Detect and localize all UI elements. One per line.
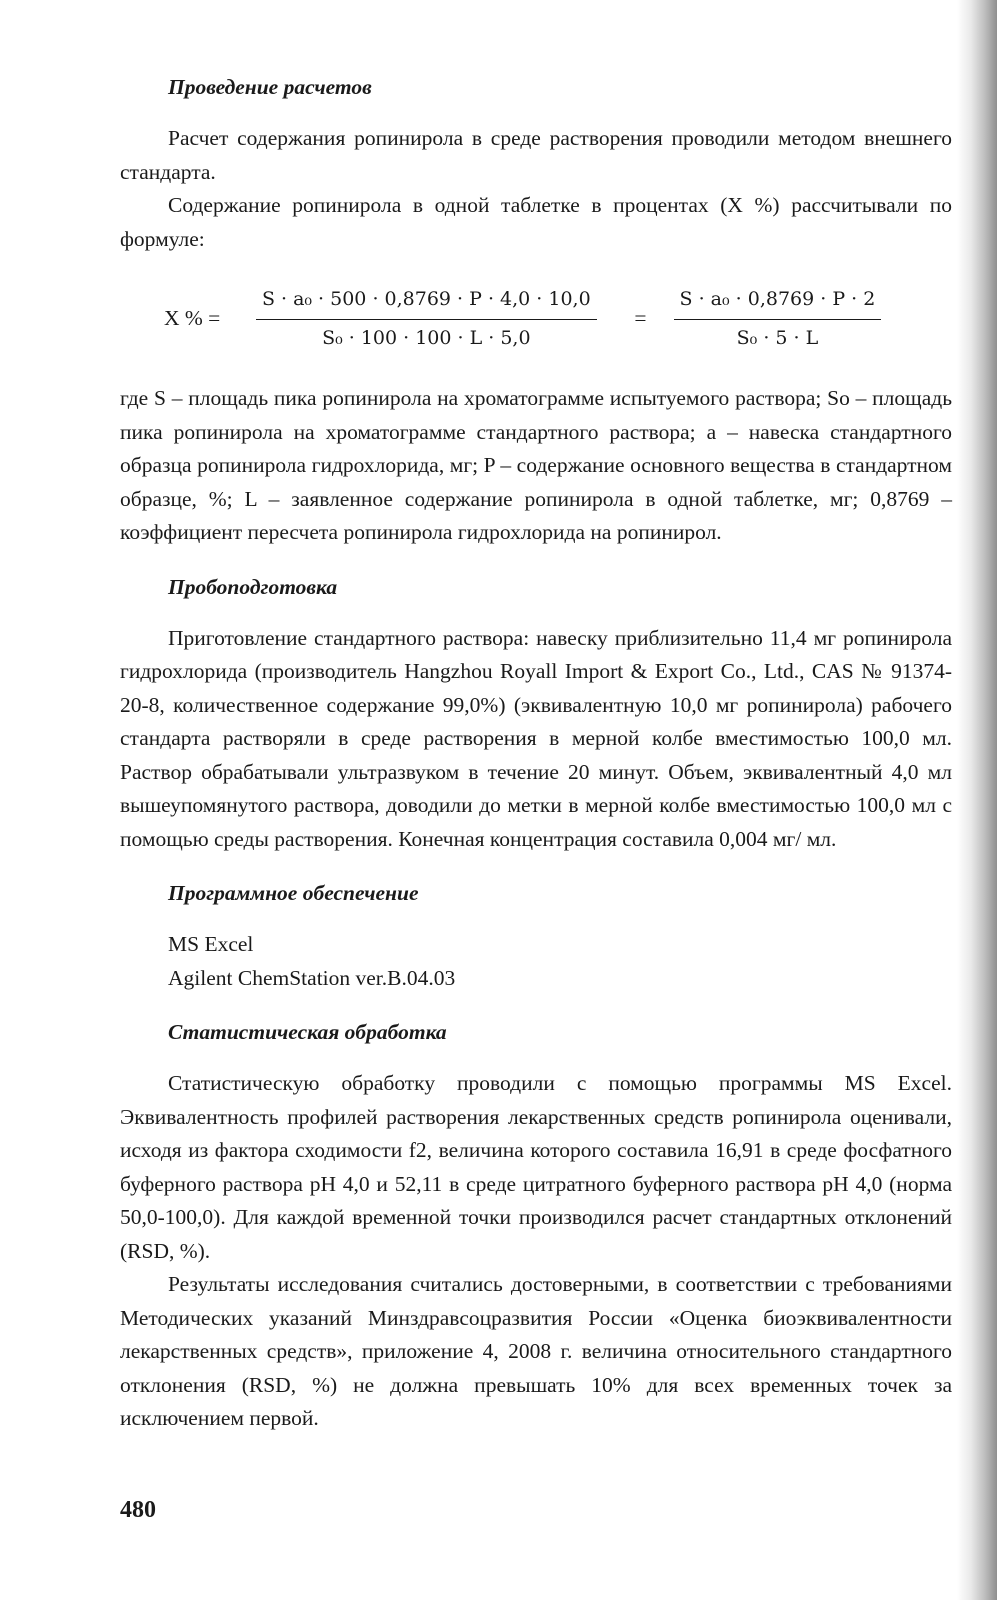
formula-numerator-1: S · a₀ · 500 · 0,8769 · P · 4,0 · 10,0: [256, 283, 597, 320]
formula-lhs: X % =: [164, 306, 221, 331]
heading-statistics: Статистическая обработка: [168, 1020, 447, 1044]
software-item-chemstation: Agilent ChemStation ver.B.04.03: [168, 965, 456, 990]
page-content: [120, 72, 952, 1436]
paragraph-calc-legend: где S – площадь пика ропинирола на хроматограмме испытуемого раствора; So – площадь пика ропинирола на хроматограмме стандартного раствора; a – навеска стандартного образца ропинирола гидрохлорида, мг; P – содержание основного вещества в стандартном образце, %; L – заявленное содержание ропинирола в одной таблетке, мг; 0,8769 – коэффициент пересчета ропинирола гидрохлорида на ропинирол.: [120, 386, 952, 544]
heading-software: Программное обеспечение: [168, 881, 419, 905]
formula: [164, 276, 952, 362]
formula-fraction-1: [230, 283, 622, 355]
paragraph-statistics: Статистическую обработку проводили с помощью программы MS Excel. Эквивалентность профилей растворения лекарственных средств ропинирола оценивали, исходя из фактора сходимости f2, величина которого составила 16,91 в среде фосфатного буферного раствора pH 4,0 и 52,11 в среде цитратного буферного раствора pH 4,0 (норма 50,0-100,0). Для каждой временной точки производился расчет стандартных отклонений (RSD, %).: [120, 1071, 952, 1263]
formula-denominator-2: S₀ · 5 · L: [736, 326, 819, 349]
software-item-excel: MS Excel: [168, 932, 254, 956]
paragraph-validity: Результаты исследования считались достоверными, в соответствии с требованиями Методических указаний Минздравсоцразвития России «Оценка биоэквивалентности лекарственных средств», приложение 4, 2008 г. величина относительного стандартного отклонения (RSD, %) не должна превышать 10% для всех временных точек за исключением первой.: [120, 1272, 952, 1430]
formula-numerator-2: S · a₀ · 0,8769 · P · 2: [674, 283, 882, 320]
page-edge-shadow: [957, 0, 997, 1600]
paragraph-calc-formula-intro: Содержание ропинирола в одной таблетке в процентах (X %) рассчитывали по формуле:: [120, 193, 952, 251]
page-number: 480: [120, 1497, 156, 1523]
heading-calculations: Проведение расчетов: [168, 75, 372, 99]
paragraph-calc-method: Расчет содержания ропинирола в среде растворения проводили методом внешнего стандарта.: [120, 126, 952, 184]
formula-denominator-1: S₀ · 100 · 100 · L · 5,0: [322, 326, 531, 349]
formula-equals: =: [634, 306, 647, 331]
paragraph-sample-prep: Приготовление стандартного раствора: навеску приблизительно 11,4 мг ропинирола гидрохлорида (производитель Hangzhou Royall Import & Export Co., Ltd., CAS № 91374-20-8, количественное содержание 99,0%) (эквивалентную 10,0 мг ропинирола) рабочего стандарта растворяли в среде растворения в мерной колбе вместимостью 100,0 мл. Раствор обрабатывали ультразвуком в течение 20 минут. Объем, эквивалентный 4,0 мл вышеупомянутого раствора, доводили до метки в мерной колбе вместимостью 100,0 мл с помощью среды растворения. Конечная концентрация составила 0,004 мг/ мл.: [120, 625, 952, 851]
heading-sample-prep: Пробоподготовка: [168, 574, 338, 599]
formula-fraction-2: [658, 283, 896, 355]
